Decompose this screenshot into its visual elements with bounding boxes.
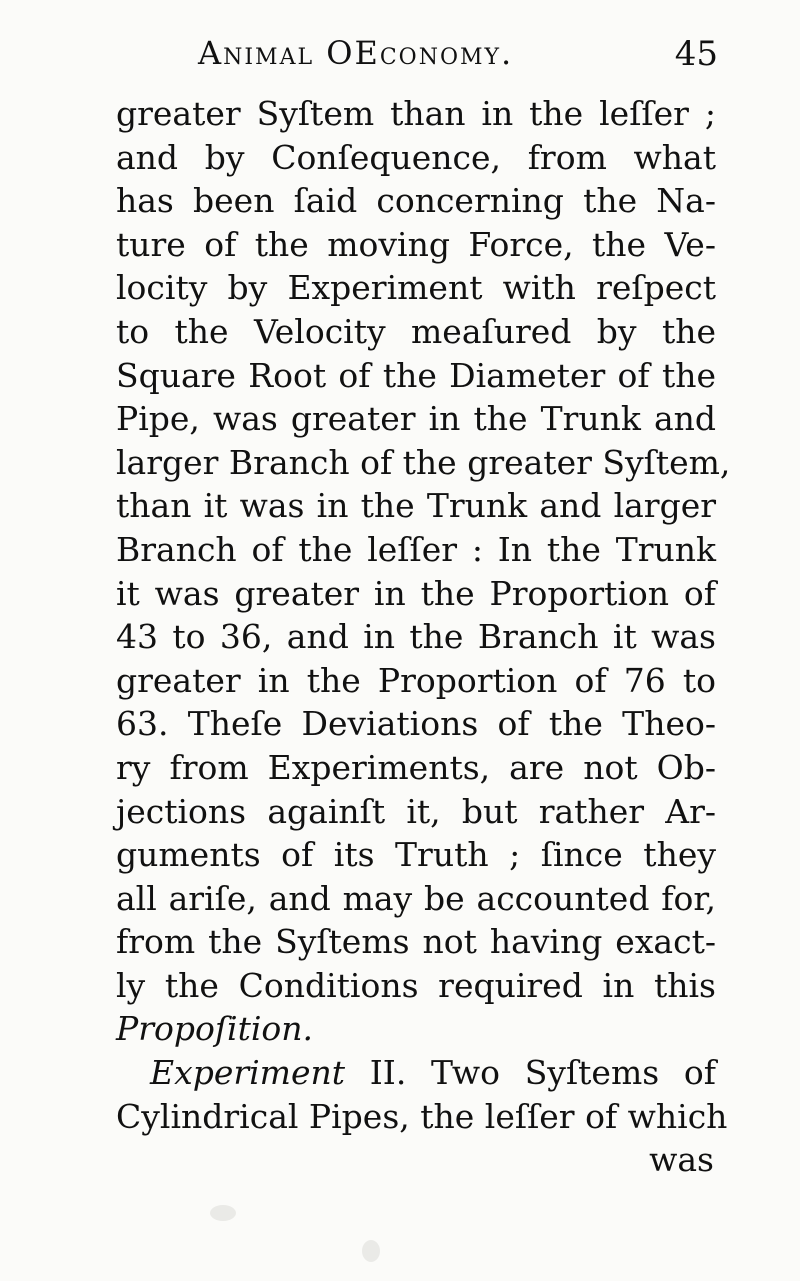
running-head xyxy=(198,34,718,84)
text-line: it was greater in the Proportion of xyxy=(116,573,716,613)
text-line: greater in the Proportion of 76 to xyxy=(116,660,716,700)
paper-smudge xyxy=(210,1205,236,1221)
text-line: to the Velocity meaſured by the xyxy=(116,311,716,351)
running-title: Animal OEconomy. xyxy=(198,34,514,72)
text-line: ture of the moving Force, the Ve- xyxy=(116,224,716,264)
text-line: from the Syſtems not having exact- xyxy=(116,922,716,962)
text-line: ly the Conditions required in this xyxy=(116,965,716,1005)
text-line: guments of its Truth ; ſince they xyxy=(116,835,716,875)
text-line: all ariſe, and may be accounted for, xyxy=(116,878,716,918)
catchword: was xyxy=(649,1140,714,1180)
paper-smudge xyxy=(362,1240,380,1262)
page-number: 45 xyxy=(674,34,718,74)
text-line: locity by Experiment with reſpect xyxy=(116,268,716,308)
text-line: Pipe, was greater in the Trunk and xyxy=(116,399,716,439)
text-line: ry from Experiments, are not Ob- xyxy=(116,747,716,787)
text-line: Cylindrical Pipes, the leſſer of which xyxy=(116,1096,728,1136)
text-line: and by Conſequence, from what xyxy=(116,137,716,177)
text-line: than it was in the Trunk and larger xyxy=(116,486,716,526)
text-line: Square Root of the Diameter of the xyxy=(116,355,716,395)
text-line: larger Branch of the greater Syſtem, xyxy=(116,442,731,482)
experiment-heading-line xyxy=(116,1051,716,1095)
experiment-label: Experiment xyxy=(150,1053,346,1093)
text-line: 63. Theſe Deviations of the Theo- xyxy=(116,704,716,744)
text-line: has been ſaid concerning the Na- xyxy=(116,181,716,221)
text-line: 43 to 36, and in the Branch it was xyxy=(116,617,716,657)
experiment-numeral-text: II. Two Syſtems of xyxy=(345,1053,716,1093)
text-line: jections againſt it, but rather Ar- xyxy=(116,791,716,831)
text-line: Branch of the leſſer : In the Trunk xyxy=(116,529,716,569)
proposition-word: Propoſition. xyxy=(116,1009,314,1049)
body-text xyxy=(116,92,731,1182)
text-line: greater Syſtem than in the leſſer ; xyxy=(116,94,716,133)
